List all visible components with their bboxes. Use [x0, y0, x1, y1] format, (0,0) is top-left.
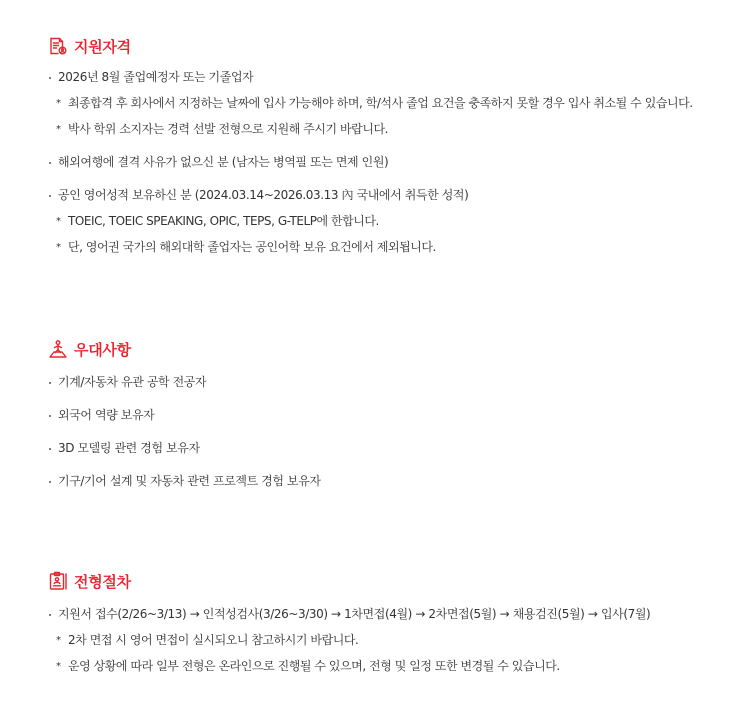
note-marker: *	[56, 124, 61, 135]
section-header	[48, 34, 718, 58]
section-title: 지원자격	[74, 37, 131, 56]
section-header	[48, 337, 718, 361]
list-item: 2026년 8월 졸업예정자 또는 기졸업자	[48, 69, 718, 86]
section-title: 우대사항	[74, 340, 131, 359]
list-note: * 단, 영어권 국가의 해외대학 졸업자는 공인어학 보유 요건에서 제외됩니다.	[56, 240, 436, 254]
section-preferences	[48, 337, 718, 490]
list-item: 기구/기어 설계 및 자동차 관련 프로젝트 경험 보유자	[48, 473, 718, 490]
list-item: 해외여행에 결격 사유가 없으신 분 (남자는 병역필 또는 면제 인원)	[48, 154, 718, 171]
list-item: 3D 모델링 관련 경험 보유자	[48, 440, 718, 457]
list-note: * 최종합격 후 회사에서 지정하는 날짜에 입사 가능해야 하며, 학/석사 졸업 요건을 충족하지 못할 경우 입사 취소될 수 있습니다.	[56, 96, 693, 110]
clipboard-id-icon	[48, 571, 68, 591]
list-item: 지원서 접수(2/26~3/13) → 인적성검사(3/26~3/30) → 1차면접(4월) → 2차면접(5월) → 채용검진(5월) → 입사(7월)	[48, 606, 718, 623]
section-qualifications	[48, 34, 718, 256]
list-note: * 2차 면접 시 영어 면접이 실시되오니 참고하시기 바랍니다.	[56, 633, 359, 647]
qualification-list	[48, 69, 718, 256]
list-item: 외국어 역량 보유자	[48, 407, 718, 424]
list-note: * 박사 학위 소지자는 경력 선발 전형으로 지원해 주시기 바랍니다.	[56, 122, 388, 136]
process-list	[48, 606, 718, 675]
person-podium-icon	[48, 339, 68, 359]
note-marker: *	[56, 98, 61, 109]
list-note: * TOEIC, TOEIC SPEAKING, OPIC, TEPS, G-TELP에 한합니다.	[56, 214, 379, 228]
list-item: 기계/자동차 유관 공학 전공자	[48, 374, 718, 391]
section-header	[48, 569, 718, 593]
section-process	[48, 569, 718, 675]
document-person-icon	[48, 36, 68, 56]
note-marker: *	[56, 216, 61, 227]
note-marker: *	[56, 242, 61, 253]
note-marker: *	[56, 661, 61, 672]
list-note: * 운영 상황에 따라 일부 전형은 온라인으로 진행될 수 있으며, 전형 및 일정 또한 변경될 수 있습니다.	[56, 659, 560, 673]
list-item: 공인 영어성적 보유하신 분 (2024.03.14~2026.03.13 內 국내에서 취득한 성적)	[48, 187, 718, 204]
section-title: 전형절차	[74, 572, 131, 591]
note-marker: *	[56, 635, 61, 646]
preference-list	[48, 374, 718, 490]
